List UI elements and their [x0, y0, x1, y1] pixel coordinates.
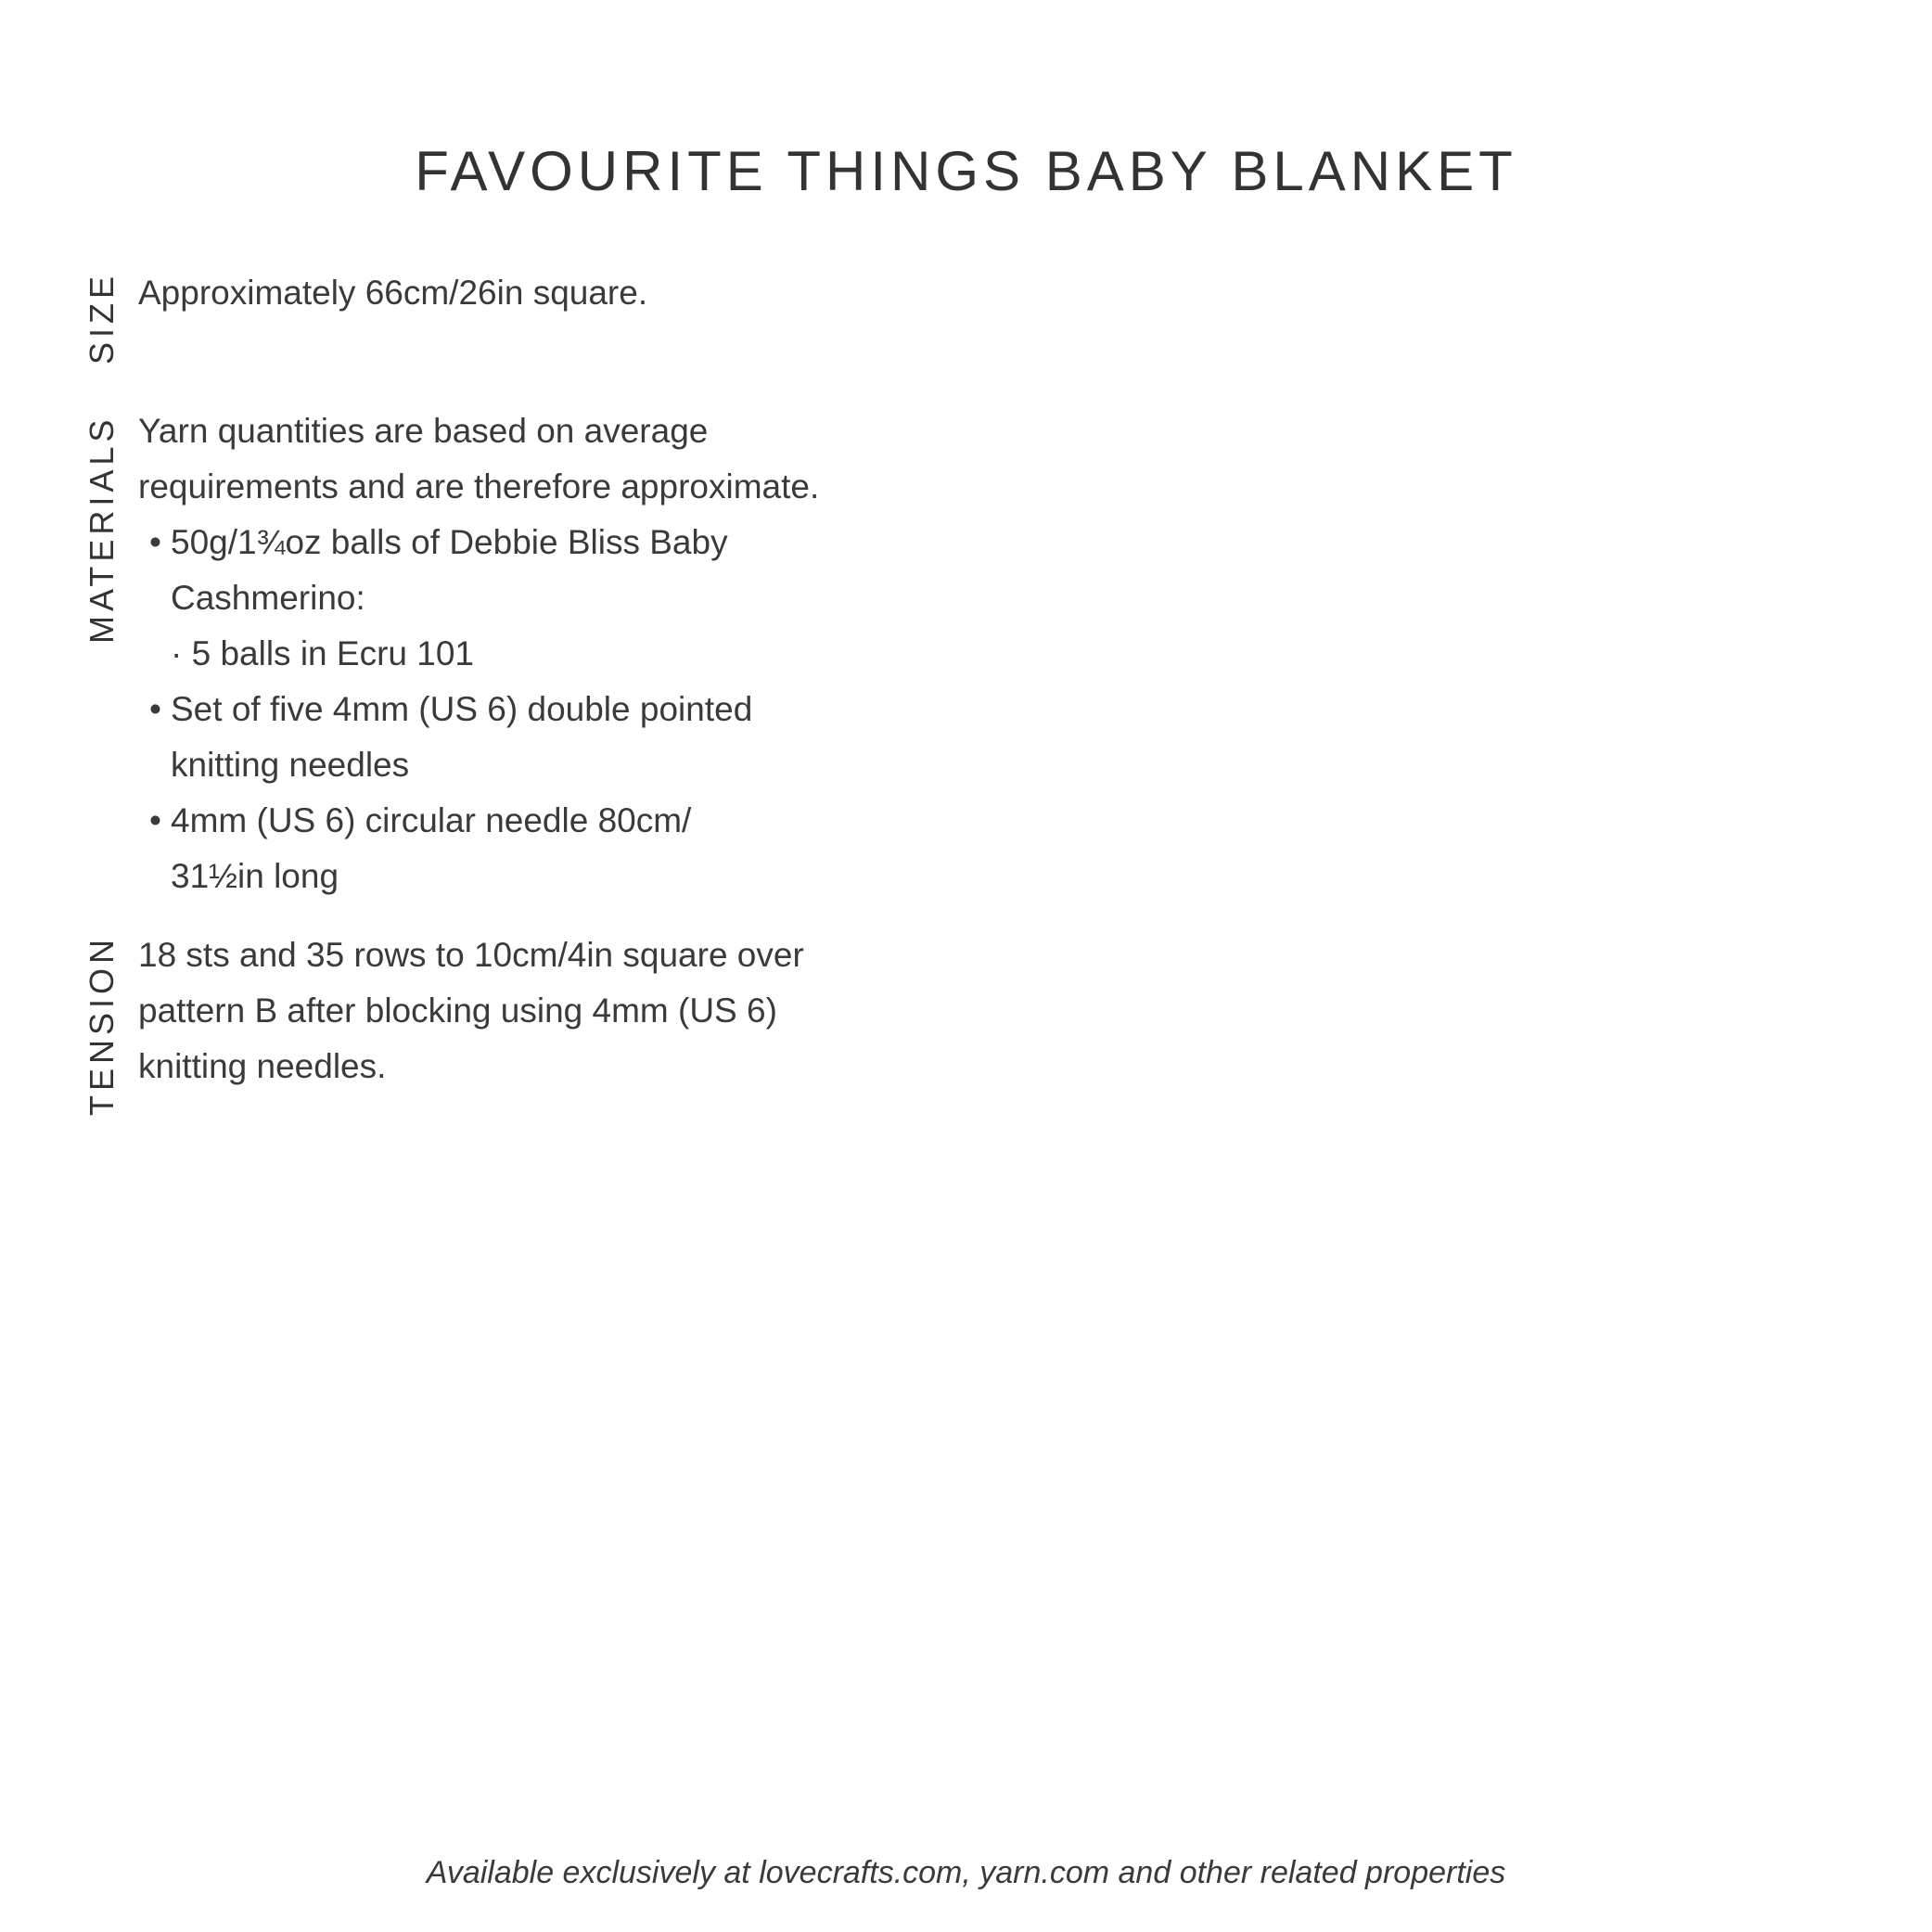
- materials-item-2-line-2: knitting needles: [171, 746, 410, 784]
- materials-label: MATERIALS: [83, 415, 121, 644]
- tension-line-3: knitting needles.: [138, 1047, 387, 1085]
- bullet-icon: •: [149, 523, 161, 561]
- materials-intro-line-2: requirements and are therefore approximate.: [138, 467, 820, 505]
- materials-text: [138, 403, 973, 904]
- tension-text: [138, 928, 973, 1094]
- tension-line-1: 18 sts and 35 rows to 10cm/4in square over: [138, 936, 804, 974]
- materials-item-1-sub: · 5 balls in Ecru 101: [171, 634, 475, 672]
- tension-label: TENSION: [83, 934, 121, 1116]
- bullet-icon: •: [149, 690, 161, 728]
- tension-line-2: pattern B after blocking using 4mm (US 6): [138, 992, 777, 1030]
- materials-list-item: [138, 682, 973, 737]
- materials-item-1-line-2: Cashmerino:: [171, 579, 365, 617]
- page-title: FAVOURITE THINGS BABY BLANKET: [415, 140, 1517, 202]
- materials-list-item: [138, 515, 973, 570]
- footer-availability-note: Available exclusively at lovecrafts.com, yarn.com and other related properties: [426, 1855, 1506, 1890]
- materials-item-3-line-1: 4mm (US 6) circular needle 80cm/: [171, 801, 692, 839]
- materials-list-item: [138, 793, 973, 849]
- materials-intro-line-1: Yarn quantities are based on average: [138, 412, 709, 450]
- size-value: Approximately 66cm/26in square.: [138, 274, 648, 312]
- bullet-icon: •: [149, 801, 161, 839]
- size-label: SIZE: [83, 271, 121, 365]
- materials-item-3-line-2: 31½in long: [171, 857, 339, 895]
- materials-item-1-line-1: 50g/1¾oz balls of Debbie Bliss Baby: [171, 523, 728, 561]
- size-text: [138, 265, 973, 321]
- materials-item-2-line-1: Set of five 4mm (US 6) double pointed: [171, 690, 753, 728]
